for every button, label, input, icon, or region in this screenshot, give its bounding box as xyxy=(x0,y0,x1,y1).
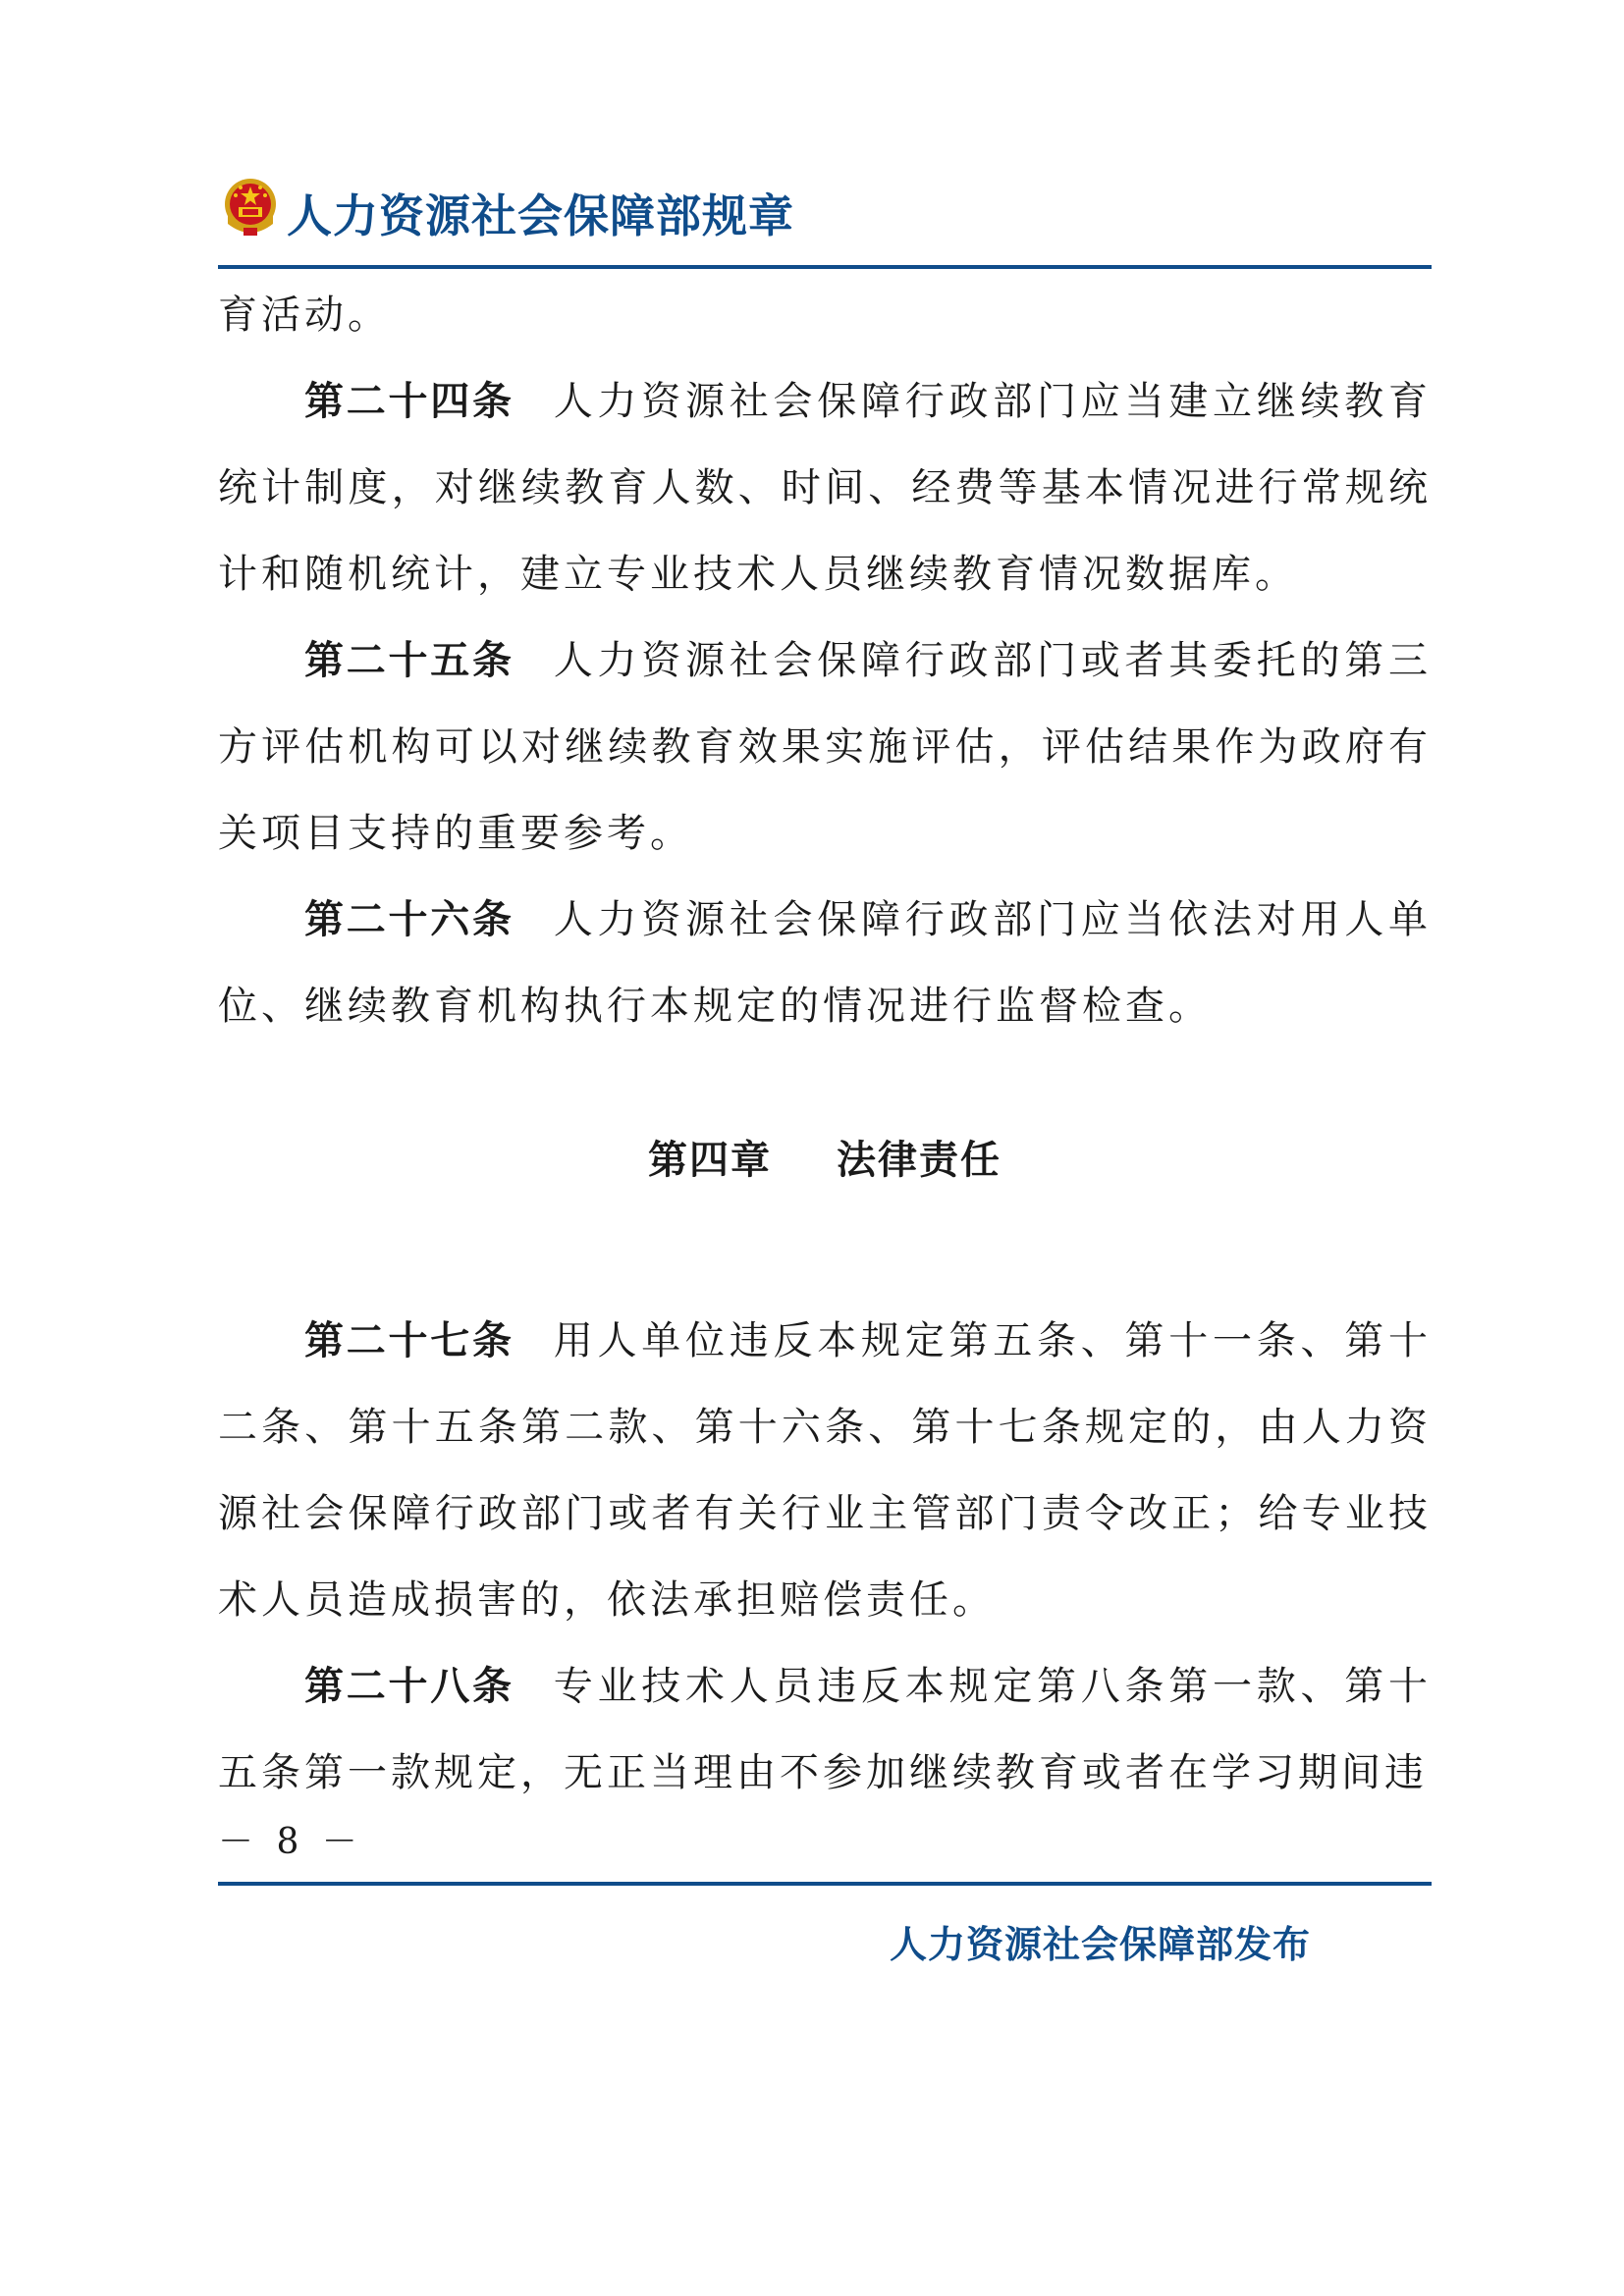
article-block-top xyxy=(218,272,1432,1049)
article-27 xyxy=(218,1298,1432,1643)
footer-publisher: 人力资源社会保障部发布 xyxy=(890,1923,1312,1966)
article-text: 人力资源社会保障行政部门应当依法对用人单位、继续教育机构执行本规定的情况进行监督检查。 xyxy=(218,897,1432,1029)
article-26 xyxy=(218,877,1432,1049)
article-28 xyxy=(218,1643,1432,1816)
chapter-title: 法律责任 xyxy=(837,1138,1001,1183)
footer-divider xyxy=(218,1882,1432,1886)
article-label: 第二十七条 xyxy=(304,1318,514,1363)
paragraph-text: 育活动。 xyxy=(218,293,391,338)
article-label: 第二十六条 xyxy=(304,897,514,942)
chapter-heading xyxy=(218,1129,1432,1185)
article-block-bottom xyxy=(218,1298,1432,1816)
page-number: － 8 － xyxy=(218,1822,363,1862)
article-label: 第二十四条 xyxy=(304,379,514,424)
article-text: 人力资源社会保障行政部门应当建立继续教育统计制度，对继续教育人数、时间、经费等基本情况进行常规统计和随机统计，建立专业技术人员继续教育情况数据库。 xyxy=(218,379,1432,597)
article-text: 用人单位违反本规定第五条、第十一条、第十二条、第十五条第二款、第十六条、第十七条规定的，由人力资源社会保障行政部门或者有关行业主管部门责令改正；给专业技术人员造成损害的，依法承担赔偿责任。 xyxy=(218,1318,1432,1623)
header-divider xyxy=(218,265,1432,269)
paragraph-continuation xyxy=(218,272,1432,358)
page-header xyxy=(218,175,1432,257)
header-title: 人力资源社会保障部规章 xyxy=(287,189,794,242)
article-24 xyxy=(218,358,1432,617)
national-emblem-icon xyxy=(222,177,279,238)
article-25 xyxy=(218,617,1432,877)
article-text: 专业技术人员违反本规定第八条第一款、第十五条第一款规定，无正当理由不参加继续教育或者在学习期间违 xyxy=(218,1664,1432,1795)
article-label: 第二十八条 xyxy=(304,1664,514,1709)
article-label: 第二十五条 xyxy=(304,638,514,683)
article-text: 人力资源社会保障行政部门或者其委托的第三方评估机构可以对继续教育效果实施评估，评估结果作为政府有关项目支持的重要参考。 xyxy=(218,638,1432,856)
chapter-number: 第四章 xyxy=(648,1138,772,1183)
